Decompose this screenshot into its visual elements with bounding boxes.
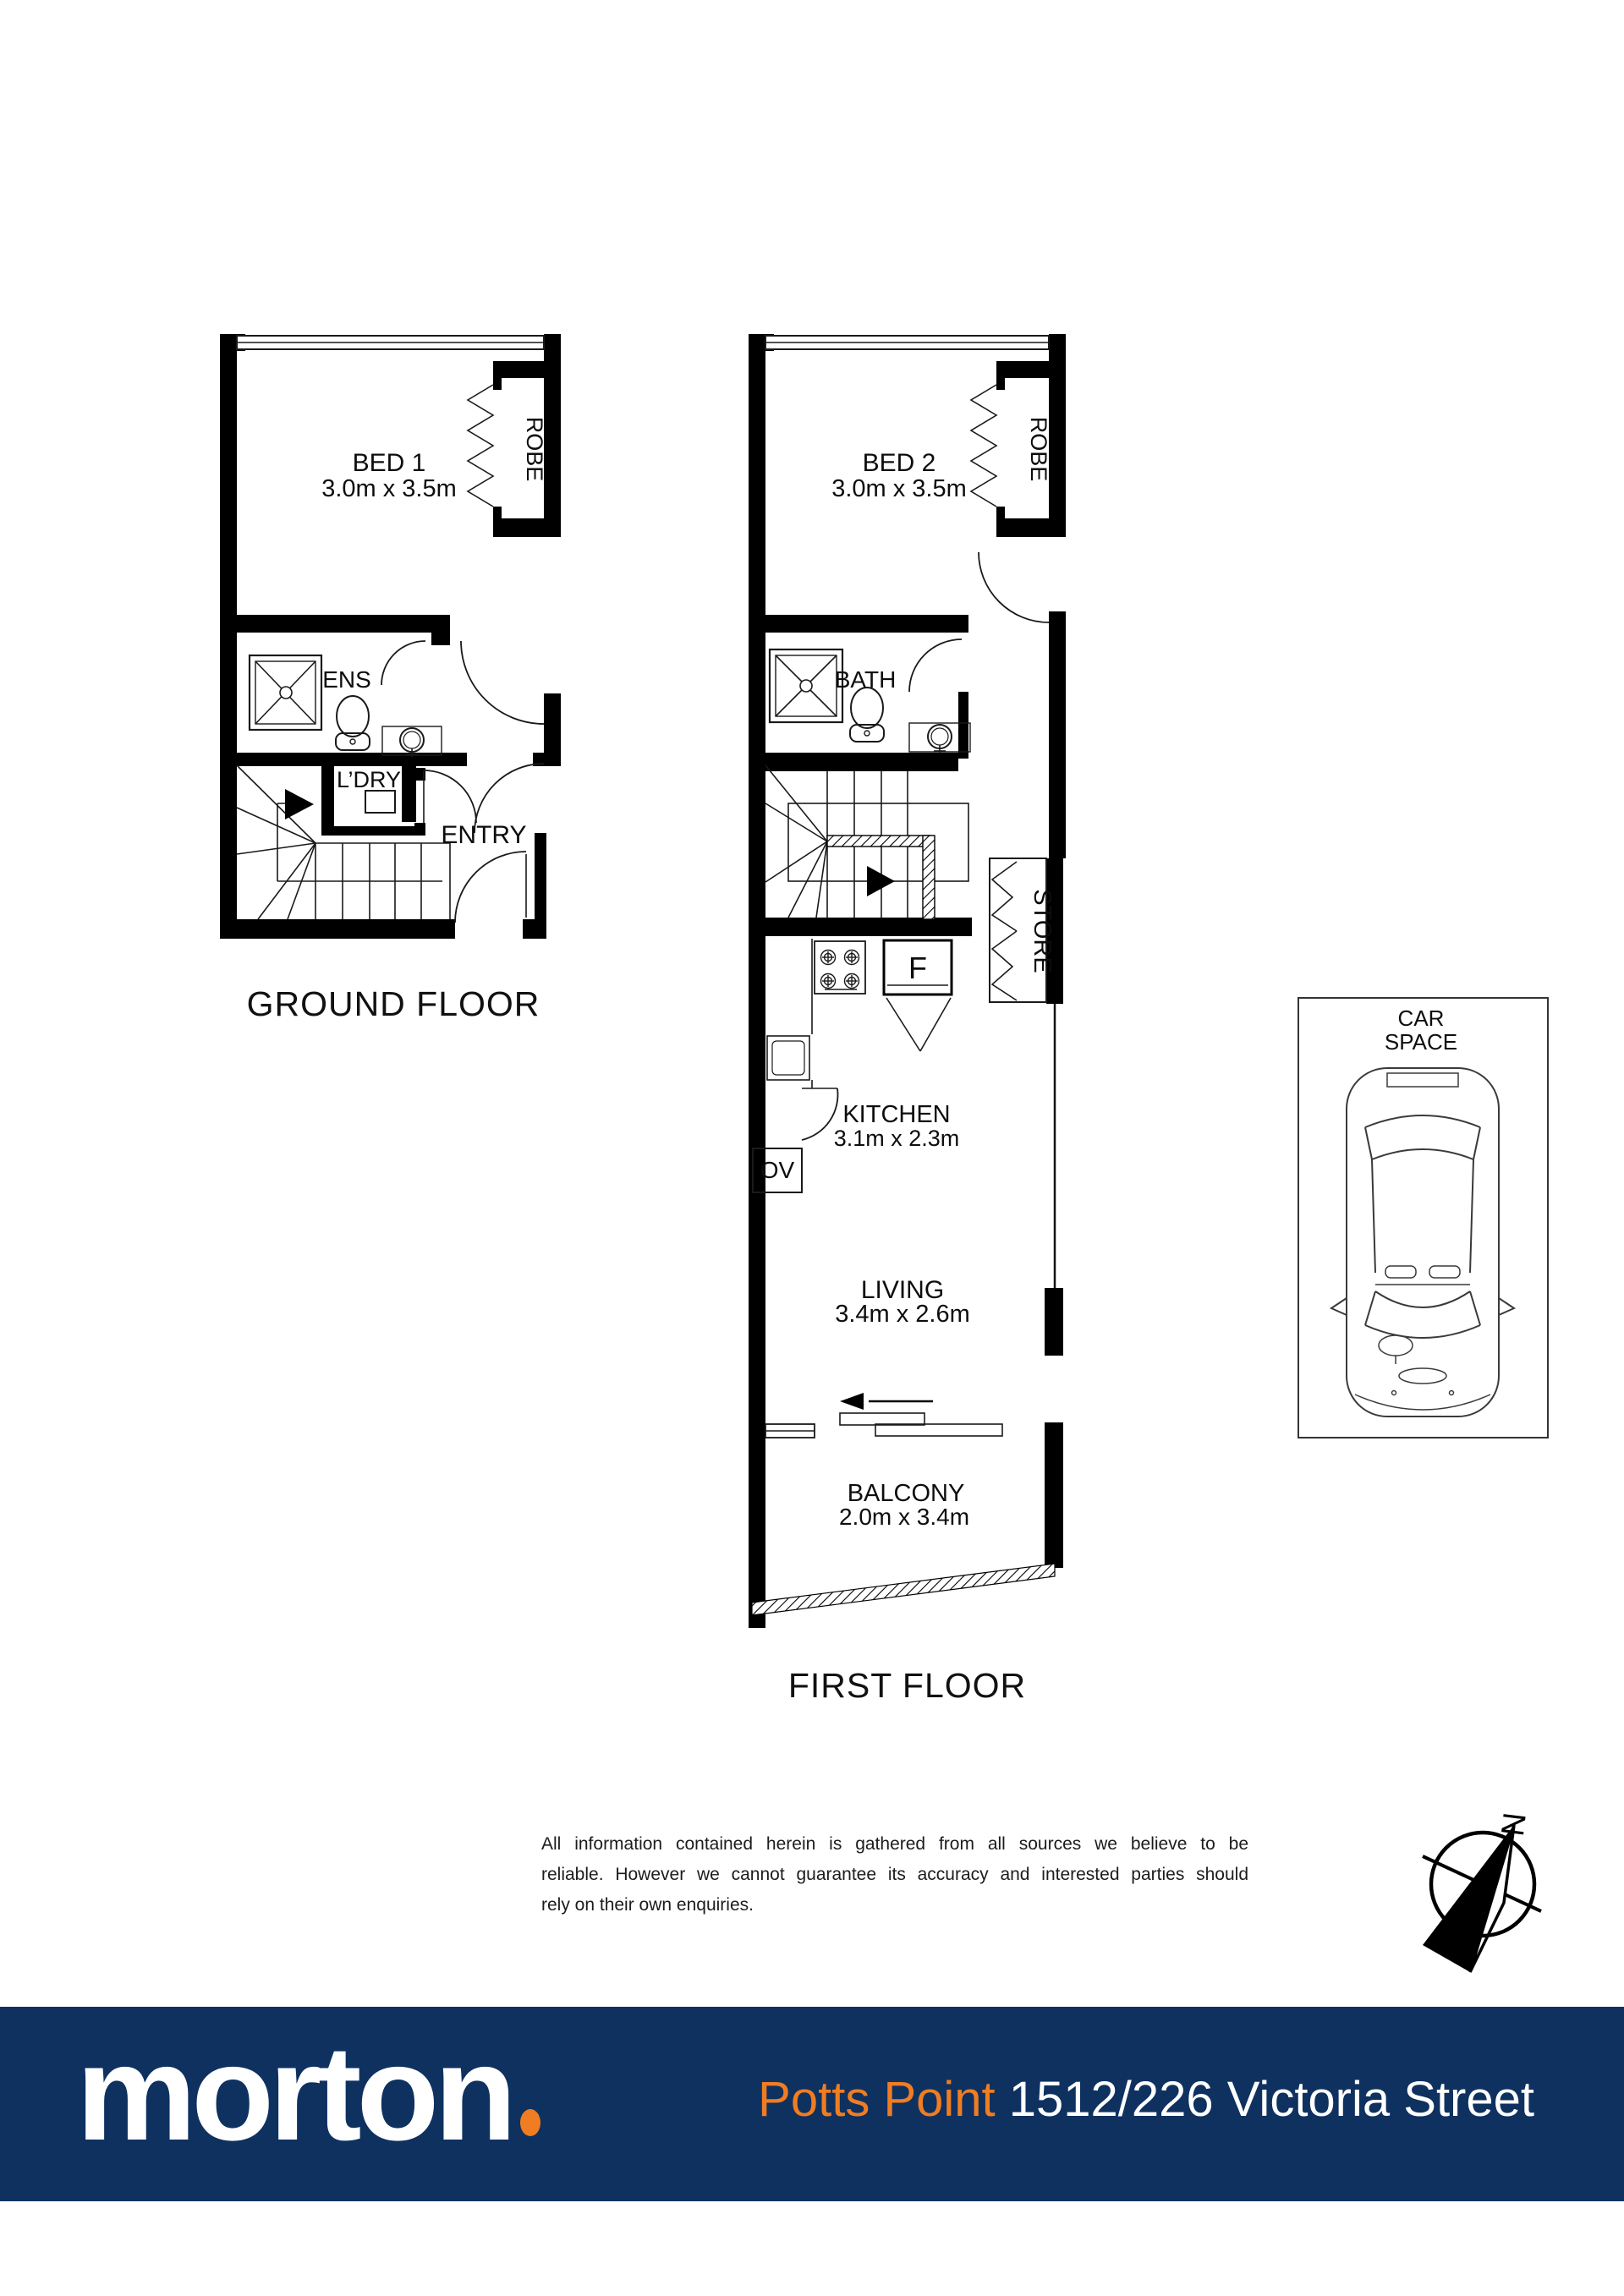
robe-label: ROBE [1026, 416, 1051, 482]
address-line [758, 2071, 1534, 2128]
robe-label: ROBE [522, 416, 547, 482]
balcony-label: BALCONY [847, 1480, 965, 1507]
sink-icon [767, 1036, 809, 1080]
stairs-direction-arrow-icon [285, 789, 314, 819]
bed2-dims: 3.0m x 3.5m [831, 475, 967, 502]
toilet-icon [336, 696, 370, 750]
brand-dot-icon [520, 2109, 540, 2136]
car-top-view-icon [1331, 1068, 1514, 1417]
car-space-label-line1: CAR [1397, 1006, 1445, 1031]
robe-hanging-icon [468, 385, 493, 507]
compass [1404, 1776, 1590, 1996]
window [765, 336, 1049, 349]
kitchen-dims: 3.1m x 2.3m [833, 1126, 960, 1151]
disclaimer-line: All information contained herein is gathered from all sources we believe to be [541, 1834, 1248, 1854]
first-floor-title: FIRST FLOOR [787, 1666, 1027, 1705]
entry-label: ENTRY [441, 821, 527, 849]
stair-balustrade-hatch [923, 836, 935, 919]
fridge-label: F [908, 951, 927, 985]
suburb-text: Potts Point [758, 2072, 996, 2127]
store-label: STORE [1029, 889, 1056, 973]
street-text: 1512/226 Victoria Street [1008, 2072, 1534, 2127]
bed1-label: BED 1 [352, 449, 426, 477]
bed1-dims: 3.0m x 3.5m [321, 475, 457, 502]
toilet-icon [850, 688, 884, 742]
window [237, 336, 544, 349]
basin-icon [382, 726, 442, 757]
car-space-diagram [1294, 994, 1556, 1446]
first-floor-plan [740, 326, 1074, 1645]
living-label: LIVING [860, 1276, 945, 1304]
shower-icon [770, 649, 842, 722]
kitchen-counter [802, 939, 838, 1140]
shower-icon [250, 655, 321, 730]
kitchen-label: KITCHEN [842, 1101, 951, 1128]
ground-floor-title: GROUND FLOOR [246, 984, 540, 1023]
balcony-edge-hatch [752, 1564, 1055, 1615]
slide-direction-arrow-icon [840, 1393, 864, 1410]
north-label: N [1493, 1810, 1532, 1838]
disclaimer-line: reliable. However we cannot guarantee its accuracy and interested parties should [541, 1865, 1248, 1884]
washer-icon [365, 791, 395, 813]
stair-balustrade-hatch [827, 836, 930, 847]
ens-label: ENS [322, 666, 371, 693]
stairs [765, 765, 968, 919]
robe-hanging-icon [971, 385, 996, 507]
brand-text: morton [76, 2017, 513, 2168]
bath-label: BATH [834, 666, 897, 693]
bed2-label: BED 2 [862, 449, 936, 477]
disclaimer-line: rely on their own enquiries. [541, 1895, 754, 1915]
ground-floor-plan [211, 326, 575, 985]
brand-logo [76, 2017, 540, 2168]
sliding-door [765, 1393, 1002, 1438]
oven-label: OV [760, 1157, 795, 1183]
footer-bar [0, 2007, 1624, 2201]
cooktop-icon [815, 941, 865, 994]
car-space-label-line2: SPACE [1384, 1029, 1458, 1055]
living-dims: 3.4m x 2.6m [835, 1301, 970, 1328]
balcony-dims: 2.0m x 3.4m [838, 1504, 970, 1530]
laundry-label: L’DRY [336, 767, 402, 792]
disclaimer [541, 1829, 1248, 1921]
